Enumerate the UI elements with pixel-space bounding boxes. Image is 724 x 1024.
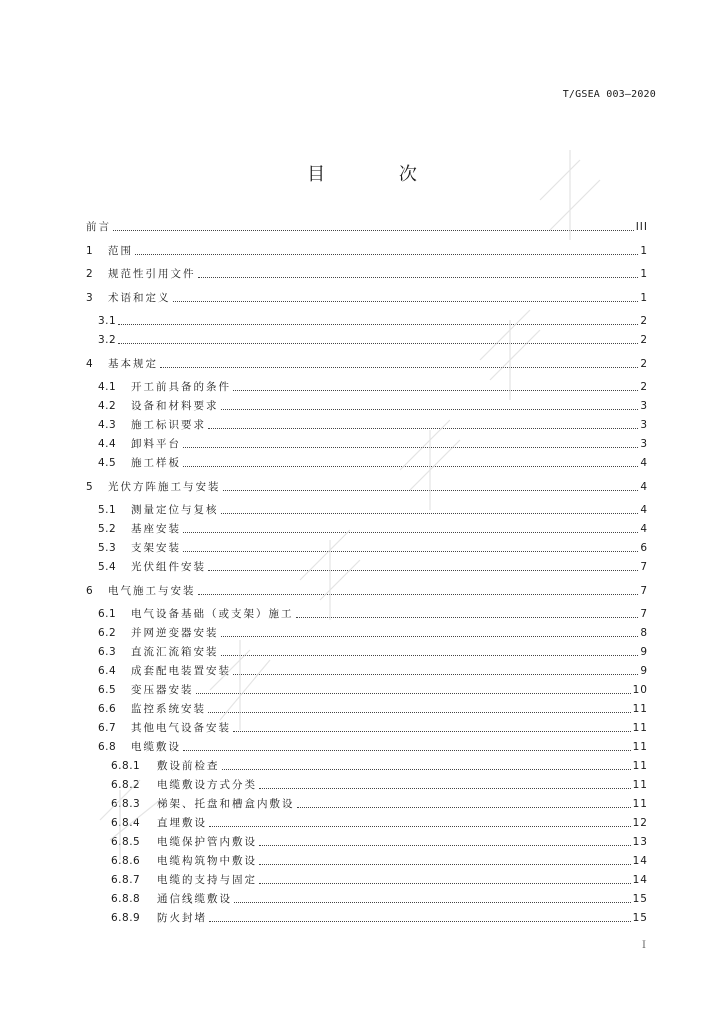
toc-entry-page: 1 (640, 268, 648, 280)
toc-leader-dots (259, 883, 631, 884)
toc-entry-number: 6.2 (98, 627, 117, 639)
toc-entry[interactable] (86, 267, 648, 281)
toc-entry-number: 5.2 (98, 523, 117, 535)
toc-entry-number: 4.3 (98, 419, 117, 431)
toc-leader-dots (198, 594, 639, 595)
toc-entry-page: 11 (632, 722, 648, 734)
toc-entry-label: 梯架、托盘和槽盒内敷设 (157, 798, 295, 810)
toc-entry-number: 5.3 (98, 542, 117, 554)
toc-entry-number: 6 (86, 584, 94, 597)
toc-entry-page: 7 (640, 608, 648, 620)
toc-entry-number: 6.8.9 (111, 912, 141, 924)
toc-entry[interactable] (86, 380, 648, 394)
toc-entry-label: 基本规定 (108, 357, 158, 370)
toc-entry-page: 8 (640, 627, 648, 639)
toc-entry[interactable] (86, 759, 648, 773)
toc-entry-label: 基座安装 (131, 523, 181, 535)
toc-entry-page: 11 (632, 798, 648, 810)
page-number: I (642, 940, 646, 951)
toc-entry-page: 11 (632, 779, 648, 791)
toc-entry[interactable] (86, 244, 648, 258)
toc-entry[interactable] (86, 683, 648, 697)
toc-entry-label: 电缆保护管内敷设 (157, 836, 257, 848)
toc-entry-page: 1 (640, 244, 648, 257)
toc-entry-page: 4 (640, 457, 648, 469)
toc-leader-dots (221, 655, 639, 656)
toc-entry-label: 直流汇流箱安装 (131, 646, 219, 658)
toc-entry-number: 6.6 (98, 703, 117, 715)
toc-entry-number: 4 (86, 357, 94, 370)
toc-entry[interactable] (86, 645, 648, 659)
toc-entry-page: 14 (632, 874, 648, 886)
toc-entry-label: 敷设前检查 (157, 760, 220, 772)
toc-entry-label: 施工样板 (131, 457, 181, 469)
toc-entry-label: 前言 (86, 221, 111, 233)
toc-entry-label: 开工前具备的条件 (131, 381, 231, 393)
toc-entry[interactable] (86, 626, 648, 640)
toc-leader-dots (296, 617, 639, 618)
toc-entry-page: 10 (632, 684, 648, 696)
toc-entry-label: 电缆构筑物中敷设 (157, 855, 257, 867)
toc-entry-number: 6.8.6 (111, 855, 141, 867)
toc-leader-dots (183, 750, 631, 751)
toc-entry-number: 6.4 (98, 665, 117, 677)
toc-entry[interactable] (86, 437, 648, 451)
toc-entry-page: 1 (640, 291, 648, 304)
toc-entry-page: 15 (632, 893, 648, 905)
document-code: T/GSEA 003—2020 (562, 89, 656, 100)
toc-entry-label: 测量定位与复核 (131, 504, 219, 516)
toc-entry-page: 9 (640, 646, 648, 658)
toc-entry-number: 6.8.3 (111, 798, 141, 810)
toc-entry-number: 6.8 (98, 741, 117, 753)
toc-title: 目 次 (307, 164, 451, 185)
toc-leader-dots (183, 532, 638, 533)
toc-entry-number: 6.8.8 (111, 893, 141, 905)
toc-entry-label: 并网逆变器安装 (131, 627, 219, 639)
toc-leader-dots (259, 788, 631, 789)
toc-leader-dots (173, 301, 639, 302)
toc-entry-page: 2 (640, 357, 648, 370)
toc-entry-number: 1 (86, 244, 94, 257)
toc-leader-dots (135, 254, 638, 255)
toc-leader-dots (234, 902, 631, 903)
toc-leader-dots (221, 513, 639, 514)
toc-leader-dots (297, 807, 631, 808)
toc-leader-dots (233, 731, 631, 732)
toc-entry-number: 5 (86, 480, 94, 493)
toc-leader-dots (208, 712, 631, 713)
toc-entry[interactable] (86, 892, 648, 906)
toc-entry-page: 7 (640, 584, 648, 597)
toc-entry[interactable] (86, 480, 648, 494)
toc-entry-label: 设备和材料要求 (131, 400, 219, 412)
toc-leader-dots (118, 343, 638, 344)
toc-entry-number: 5.1 (98, 504, 117, 516)
toc-entry-number: 6.3 (98, 646, 117, 658)
toc-entry[interactable] (86, 291, 648, 305)
toc-entry-page: 4 (640, 480, 648, 493)
toc-entry-number: 6.8.4 (111, 817, 141, 829)
toc-entry-label: 监控系统安装 (131, 703, 206, 715)
toc-leader-dots (208, 570, 638, 571)
toc-leader-dots (221, 409, 639, 410)
toc-entry[interactable] (86, 560, 648, 574)
toc-entry-number: 5.4 (98, 561, 117, 573)
toc-entry[interactable] (86, 664, 648, 678)
toc-leader-dots (183, 466, 638, 467)
toc-entry-number: 3.1 (98, 315, 117, 327)
toc-entry-page: 11 (632, 760, 648, 772)
toc-entry[interactable] (86, 702, 648, 716)
toc-entry-page: 6 (640, 542, 648, 554)
toc-entry-page: 7 (640, 561, 648, 573)
toc-entry-page: 3 (640, 400, 648, 412)
toc-entry-page: 3 (640, 419, 648, 431)
toc-entry-label: 防火封堵 (157, 912, 207, 924)
toc-entry-label: 其他电气设备安装 (131, 722, 231, 734)
toc-leader-dots (233, 390, 638, 391)
toc-entry-label: 直埋敷设 (157, 817, 207, 829)
toc-leader-dots (183, 551, 638, 552)
toc-entry-number: 2 (86, 268, 94, 280)
toc-leader-dots (160, 367, 638, 368)
toc-leader-dots (198, 277, 639, 278)
toc-entry-page: 14 (632, 855, 648, 867)
toc-entry-page: 4 (640, 523, 648, 535)
toc-entry-page: 11 (632, 703, 648, 715)
toc-entry-number: 3 (86, 291, 94, 304)
toc-entry[interactable] (86, 314, 648, 328)
toc-entry-label: 电缆敷设方式分类 (157, 779, 257, 791)
toc-entry-page: 4 (640, 504, 648, 516)
toc-entry-label: 变压器安装 (131, 684, 194, 696)
toc-entry[interactable] (86, 522, 648, 536)
toc-entry-label: 成套配电装置安装 (131, 665, 231, 677)
toc-entry-number: 4.2 (98, 400, 117, 412)
toc-entry-label: 光伏方阵施工与安装 (108, 480, 221, 493)
toc-leader-dots (259, 845, 631, 846)
toc-entry-label: 电缆敷设 (131, 741, 181, 753)
toc-entry-number: 4.5 (98, 457, 117, 469)
toc-entry[interactable] (86, 740, 648, 754)
toc-leader-dots (183, 447, 638, 448)
toc-entry-number: 6.8.2 (111, 779, 141, 791)
toc-entry-page: 2 (640, 381, 648, 393)
toc-entry[interactable] (86, 854, 648, 868)
toc-leader-dots (221, 636, 639, 637)
toc-entry-number: 6.7 (98, 722, 117, 734)
toc-entry-number: 6.5 (98, 684, 117, 696)
toc-leader-dots (233, 674, 638, 675)
toc-entry[interactable] (86, 220, 648, 234)
toc-entry[interactable] (86, 721, 648, 735)
toc-entry-page: 2 (640, 334, 648, 346)
toc-entry-page: 12 (632, 817, 648, 829)
toc-entry-page: 9 (640, 665, 648, 677)
toc-entry[interactable] (86, 357, 648, 371)
toc-entry-page: 13 (632, 836, 648, 848)
toc-entry-label: 电缆的支持与固定 (157, 874, 257, 886)
toc-leader-dots (223, 490, 639, 491)
toc-entry[interactable] (86, 816, 648, 830)
toc-entry[interactable] (86, 333, 648, 347)
toc-entry[interactable] (86, 778, 648, 792)
toc-entry-label: 电气设备基础（或支架）施工 (131, 608, 294, 620)
toc-entry-number: 6.1 (98, 608, 117, 620)
toc-entry[interactable] (86, 607, 648, 621)
toc-entry-label: 电气施工与安装 (108, 584, 196, 597)
toc-entry-number: 3.2 (98, 334, 117, 346)
toc-entry-label: 施工标识要求 (131, 419, 206, 431)
toc-entry-label: 术语和定义 (108, 291, 171, 304)
toc-leader-dots (208, 428, 638, 429)
toc-entry-number: 6.8.5 (111, 836, 141, 848)
toc-leader-dots (259, 864, 631, 865)
toc-entry-label: 通信线缆敷设 (157, 893, 232, 905)
toc-entry[interactable] (86, 835, 648, 849)
toc-entry-page: 2 (640, 315, 648, 327)
toc-entry-number: 6.8.1 (111, 760, 141, 772)
toc-entry[interactable] (86, 584, 648, 598)
toc-entry[interactable] (86, 911, 648, 925)
toc-entry-label: 范围 (108, 244, 133, 257)
toc-entry-number: 4.1 (98, 381, 117, 393)
toc-leader-dots (113, 230, 634, 231)
toc-entry[interactable] (86, 541, 648, 555)
toc-entry-number: 4.4 (98, 438, 117, 450)
toc-entry-number: 6.8.7 (111, 874, 141, 886)
toc-entry[interactable] (86, 418, 648, 432)
toc-entry-label: 规范性引用文件 (108, 268, 196, 280)
toc-entry-page: 15 (632, 912, 648, 924)
toc-leader-dots (209, 921, 631, 922)
toc-entry-page: 11 (632, 741, 648, 753)
toc-entry[interactable] (86, 456, 648, 470)
toc-leader-dots (118, 324, 638, 325)
toc-entry-label: 卸料平台 (131, 438, 181, 450)
toc-entry[interactable] (86, 873, 648, 887)
toc-entry[interactable] (86, 503, 648, 517)
toc-leader-dots (222, 769, 631, 770)
toc-entry[interactable] (86, 797, 648, 811)
toc-entry-page: 3 (640, 438, 648, 450)
toc-entry[interactable] (86, 399, 648, 413)
toc-entry-label: 支架安装 (131, 542, 181, 554)
toc-leader-dots (196, 693, 631, 694)
toc-leader-dots (209, 826, 631, 827)
toc-entry-label: 光伏组件安装 (131, 561, 206, 573)
toc-entry-page: III (635, 221, 648, 233)
